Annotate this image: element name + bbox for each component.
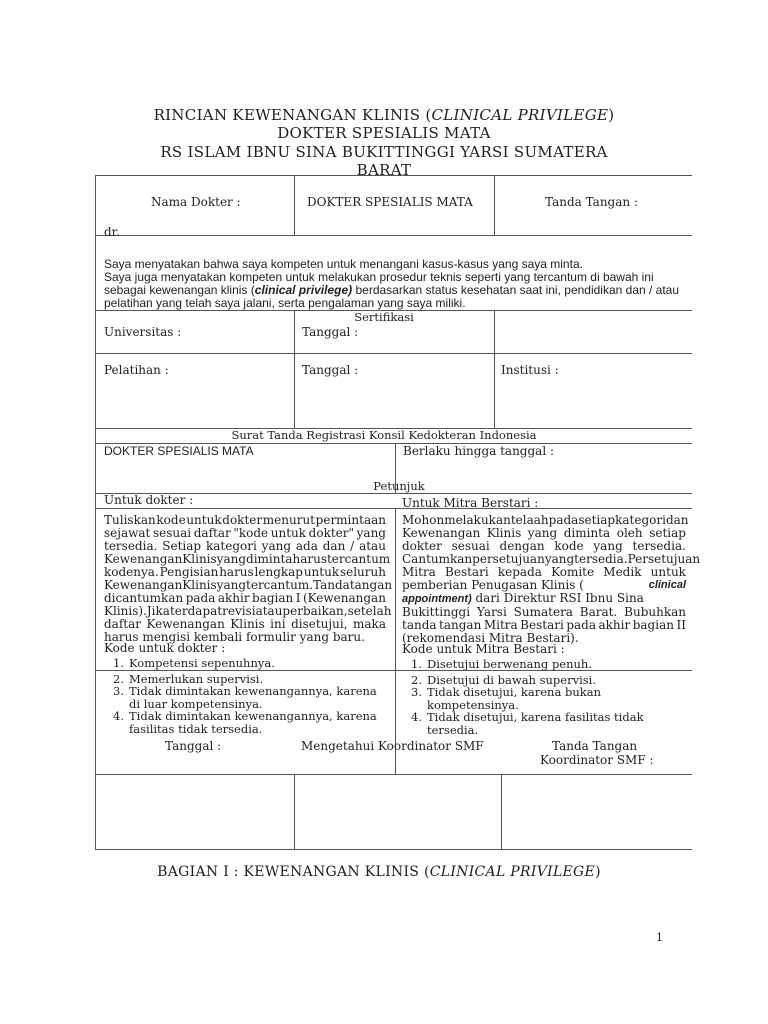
partner-instructions <box>402 513 701 645</box>
appointment-term: appointment) <box>402 593 472 605</box>
list-text: tersedia. <box>427 722 479 737</box>
word: perbaikan, <box>282 604 348 618</box>
word: Setiap <box>162 539 202 553</box>
list-number: 2. <box>113 671 124 686</box>
word: kodenya. <box>104 565 159 579</box>
section-title <box>0 864 768 880</box>
page-number: 1 <box>656 931 663 944</box>
word: Tanda <box>313 578 350 592</box>
str-specialty: DOKTER SPESIALIS MATA <box>104 444 254 458</box>
word: untuk <box>270 526 307 540</box>
instruction-text: pemberian Penugasan Klinis ( <box>402 578 584 592</box>
instructions-title: Petunjuk <box>373 479 425 493</box>
word: sesuai <box>451 539 490 553</box>
doctor-instructions <box>104 513 393 644</box>
list-text: Disetujui di bawah supervisi. <box>427 672 596 687</box>
word: yang <box>356 526 386 540</box>
section-title-italic: CLINICAL PRIVILEGE <box>429 864 596 880</box>
word: kepada <box>497 565 542 579</box>
word: tersedia. <box>574 552 628 566</box>
list-text: Kompetensi sepenuhnya. <box>129 656 275 670</box>
table-col-divider <box>294 310 295 428</box>
word: "kode <box>233 526 269 540</box>
table-border-left <box>95 175 96 849</box>
word: Pengisian <box>159 565 219 579</box>
word: II <box>676 618 686 632</box>
word: Klinis). <box>104 604 147 618</box>
word: Klinis <box>486 526 522 540</box>
word: dokter <box>222 513 263 527</box>
word: kategori <box>205 539 257 553</box>
word: Mohon <box>402 513 445 527</box>
list-text: fasilitas tidak tersedia. <box>129 721 263 736</box>
str-title: Surat Tanda Registrasi Konsil Kedokteran Indonesia <box>231 428 537 442</box>
word: Persetujuan <box>627 552 701 566</box>
word: Mitra <box>402 565 436 579</box>
word: Bestari <box>520 618 564 632</box>
instruction-line: (rekomendasi Mitra Bestari). <box>402 631 579 645</box>
word: yang <box>544 552 575 566</box>
table-col-divider <box>294 774 295 849</box>
list-number: 1. <box>411 657 422 671</box>
word: Kewenangan <box>402 526 481 540</box>
title-prefix: RINCIAN KEWENANGAN KLINIS ( <box>153 106 432 124</box>
word: Tuliskan <box>104 513 156 527</box>
list-number: 4. <box>411 710 422 724</box>
word: oleh <box>616 526 643 540</box>
word: untuk <box>303 565 340 579</box>
word: telaah <box>510 513 549 527</box>
word: harus <box>292 552 327 566</box>
word: setelah <box>347 604 392 618</box>
word: kode <box>554 539 584 553</box>
statement-line: Saya juga menyatakan kompeten untuk melakukan prosedur teknis seperti yang tercantum di bawah ini <box>104 270 654 284</box>
list-text: Tidak dimintakan kewenangannya, karena <box>129 709 377 723</box>
partner-codes-list <box>402 658 686 736</box>
word: Cantumkan <box>402 552 473 566</box>
word: pada <box>548 513 579 527</box>
statement-paragraph <box>104 258 686 310</box>
list-text: Tidak disetujui, karena bukan <box>427 685 601 699</box>
word: daftar <box>104 617 141 631</box>
word: yang <box>261 539 292 553</box>
word: harus <box>219 565 254 579</box>
word: melakukan <box>444 513 511 527</box>
table-col-divider <box>494 175 495 235</box>
title-italic: CLINICAL PRIVILEGE <box>431 106 609 124</box>
word: Bubuhkan <box>624 605 686 619</box>
word: Yarsi <box>476 605 507 619</box>
word: tanda <box>402 618 437 632</box>
word: Barat. <box>579 605 618 619</box>
table-rule <box>95 175 692 176</box>
word: yang <box>527 526 558 540</box>
word: akhir <box>217 591 250 605</box>
table-col-divider <box>501 774 502 849</box>
statement-line: Saya menyatakan bahwa saya kompeten untuk menangani kasus-kasus yang saya minta. <box>104 257 583 271</box>
institution-label: Institusi : <box>501 363 559 377</box>
word: Komite <box>551 565 595 579</box>
section-title-suffix: ) <box>595 864 601 880</box>
word: Kewenangan <box>104 578 183 592</box>
word: Bukittinggi <box>402 605 471 619</box>
word: atau <box>255 604 283 618</box>
word: bagian <box>252 591 294 605</box>
word: untuk <box>186 513 222 527</box>
list-text: di luar kompetensinya. <box>129 696 263 711</box>
word: dan <box>665 513 689 527</box>
instruction-line: harus mengisi kembali formulir yang baru. <box>104 630 365 644</box>
doctor-specialty: DOKTER SPESIALIS MATA <box>307 195 473 209</box>
word: yang <box>216 552 247 566</box>
word: diminta <box>563 526 611 540</box>
word: bagian <box>632 618 674 632</box>
list-number: 3. <box>113 684 124 698</box>
word: pada <box>566 618 596 632</box>
doctor-name-label: Nama Dokter : <box>151 195 241 209</box>
word: pada <box>185 591 216 605</box>
word: (Kewenangan <box>302 591 386 605</box>
hospital-region: BARAT <box>356 161 412 179</box>
clinical-term: clinical <box>648 579 686 591</box>
word: dengan <box>499 539 545 553</box>
title-suffix: ) <box>608 106 615 124</box>
word: setiap <box>578 513 616 527</box>
word: dicantumkan <box>104 591 184 605</box>
list-number: 1. <box>113 656 124 670</box>
list-number: 3. <box>411 685 422 699</box>
word: tercantum. <box>246 578 314 592</box>
doctor-name-value: dr. <box>104 225 120 239</box>
word: ini <box>270 617 286 631</box>
word: Bestari <box>445 565 489 579</box>
list-text: kompetensinya. <box>427 697 519 712</box>
statement-line: pelatihan yang telah saya jalani, serta pengalaman yang saya miliki. <box>104 296 466 310</box>
form-subtitle-specialty: DOKTER SPESIALIS MATA <box>277 124 491 142</box>
word: tersedia. <box>632 539 686 553</box>
word: untuk <box>650 565 686 579</box>
word: maka <box>353 617 386 631</box>
acknowledged-by-label: Mengetahui Koordinator SMF <box>301 739 484 753</box>
list-item <box>402 724 686 737</box>
partner-instructions-heading: Untuk Mitra Berstari : <box>402 496 539 510</box>
word: permintaan <box>315 513 386 527</box>
word: disetujui, <box>291 617 348 631</box>
instruction-text: dari Direktur RSI Ibnu Sina <box>471 591 644 605</box>
table-rule <box>95 235 692 236</box>
word: diminta <box>246 552 293 566</box>
doctor-codes-list <box>104 657 386 735</box>
word: Mitra <box>483 618 518 632</box>
str-valid-until-label: Berlaku hingga tanggal : <box>403 444 555 458</box>
doctor-codes-heading: Kode untuk dokter : <box>104 641 226 655</box>
statement-text: berdasarkan status kesehatan saat ini, pendidikan dan / atau <box>352 283 680 297</box>
table-col-divider <box>494 310 495 428</box>
word: ada <box>295 539 318 553</box>
word: revisi <box>222 604 256 618</box>
word: seluruh <box>339 565 386 579</box>
word: Kewenangan <box>104 552 183 566</box>
word: kode <box>156 513 186 527</box>
word: sejawat <box>104 526 151 540</box>
coordinator-signature-label-2: Koordinator SMF : <box>540 753 654 767</box>
word: sesuai <box>153 526 192 540</box>
word: / <box>350 539 355 553</box>
table-col-divider <box>294 175 295 235</box>
list-number: 4. <box>113 709 124 723</box>
form-title <box>0 106 768 124</box>
list-number: 2. <box>411 672 422 687</box>
word: akhir <box>598 618 631 632</box>
instruction-line <box>402 592 686 606</box>
section-title-prefix: BAGIAN I : KEWENANGAN KLINIS ( <box>157 864 430 880</box>
word: persetujuan <box>472 552 545 566</box>
word: Sumatera <box>513 605 573 619</box>
list-text: Tidak disetujui, karena fasilitas tidak <box>427 710 644 724</box>
certification-title: Sertifikasi <box>354 310 414 324</box>
table-rule <box>95 849 692 850</box>
signature-label: Tanda Tangan : <box>545 195 638 209</box>
list-text: Memerlukan supervisi. <box>129 671 264 686</box>
approval-date-label: Tanggal : <box>165 739 222 753</box>
training-label: Pelatihan : <box>104 363 169 377</box>
list-text: Tidak dimintakan kewenangannya, karena <box>129 684 377 698</box>
word: tersedia. <box>104 539 158 553</box>
word: daftar <box>193 526 231 540</box>
word: yang <box>593 539 623 553</box>
word: kategori <box>615 513 666 527</box>
word: Klinis <box>230 617 265 631</box>
word: Medik <box>603 565 642 579</box>
doctor-instructions-heading: Untuk dokter : <box>104 493 194 507</box>
word: menurut <box>262 513 315 527</box>
university-label: Universitas : <box>104 325 182 339</box>
hospital-name: RS ISLAM IBNU SINA BUKITTINGGI YARSI SUMATERA <box>160 143 608 161</box>
table-rule <box>95 353 692 354</box>
table-rule <box>95 774 692 775</box>
word: atau <box>359 539 386 553</box>
word: dokter <box>402 539 442 553</box>
word: tangan <box>439 618 482 632</box>
word: I <box>295 591 301 605</box>
clinical-privilege-term: clinical privilege) <box>254 283 353 297</box>
coordinator-signature-label: Tanda Tangan <box>552 739 638 753</box>
word: tercantum <box>326 552 391 566</box>
word: Kewenangan <box>146 617 225 631</box>
statement-text: sebagai kewenangan klinis ( <box>104 283 255 297</box>
list-item <box>104 657 386 670</box>
table-col-divider <box>395 508 396 774</box>
training-date-label: Tanggal : <box>302 363 359 377</box>
list-item <box>402 658 686 671</box>
list-item <box>104 723 386 736</box>
word: tangan <box>349 578 393 592</box>
word: dokter" <box>308 526 355 540</box>
word: Jika <box>146 604 170 618</box>
word: dan <box>322 539 346 553</box>
word: Klinis <box>182 552 217 566</box>
word: lengkap <box>254 565 303 579</box>
partner-codes-heading: Kode untuk Mitra Bestari : <box>402 642 565 656</box>
word: Klinis <box>182 578 217 592</box>
university-date-label: Tanggal : <box>302 325 359 339</box>
word: yang <box>216 578 247 592</box>
list-text: Disetujui berwenang penuh. <box>427 657 592 671</box>
table-rule <box>95 508 692 509</box>
word: setiap <box>649 526 686 540</box>
word: terdapat <box>169 604 223 618</box>
